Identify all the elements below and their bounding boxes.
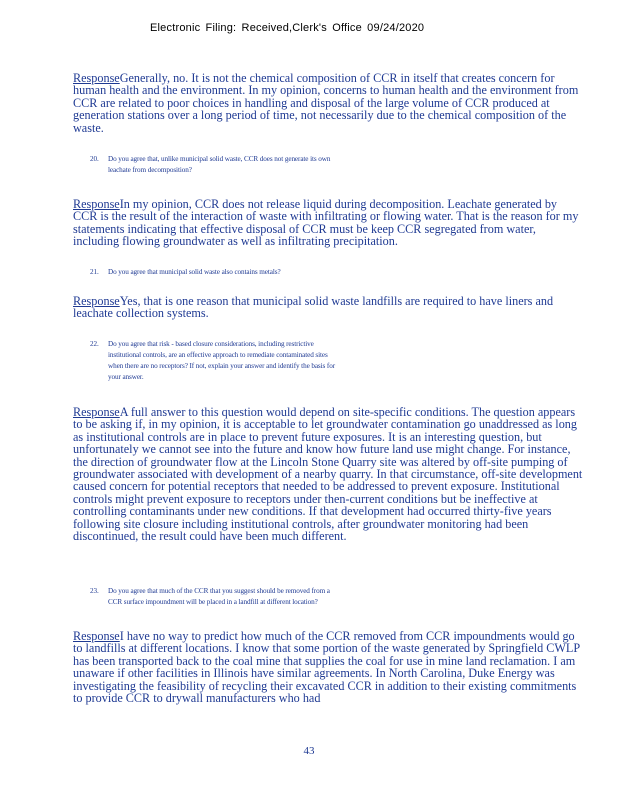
- response-label: Response: [73, 71, 120, 85]
- filing-header: Electronic Filing: Received,Clerk's Office 09/24/2020: [150, 22, 425, 34]
- response-paragraph: [73, 198, 583, 248]
- question-20: [90, 154, 410, 176]
- question-line: CCR surface impoundment will be placed in a landfill at different location?: [108, 598, 318, 606]
- question-number: 21.: [90, 268, 99, 276]
- question-number: 20.: [90, 155, 99, 163]
- question-21: [90, 267, 410, 278]
- response-label: Response: [73, 197, 120, 211]
- question-line: Do you agree that, unlike municipal solid waste, CCR does not generate its own: [108, 155, 331, 163]
- page-number: 43: [303, 745, 315, 757]
- response-label: Response: [73, 294, 120, 308]
- response-text: Generally, no. It is not the chemical composition of CCR in itself that creates concern for human health and the environment. In my opinion, concerns to human health and the environment from CCR are related to poor choices in handling and disposal of the large volume of CCR produced at generation stations over a long period of time, not necessarily due to the chemical composition of the waste.: [73, 71, 579, 135]
- response-text: Yes, that is one reason that municipal solid waste landfills are required to have liners and leachate collection systems.: [73, 294, 554, 321]
- question-line: Do you agree that much of the CCR that you suggest should be removed from a: [108, 587, 330, 595]
- response-paragraph: [73, 630, 583, 704]
- response-paragraph: [73, 295, 583, 320]
- question-number: 23.: [90, 587, 99, 595]
- response-text: In my opinion, CCR does not release liquid during decomposition. Leachate generated by CCR is the result of the interaction of waste with infiltrating or flowing water. That is the reason for my statements indicating that effective disposal of CCR must be keep CCR segregated from water, including flowing groundwater as well as infiltrating precipitation.: [73, 197, 579, 249]
- question-line: Do you agree that municipal solid waste also contains metals?: [108, 268, 281, 276]
- question-line: Do you agree that risk - based closure considerations, including restrictive: [108, 340, 314, 348]
- response-paragraph: [73, 406, 583, 542]
- question-line: leachate from decomposition?: [108, 166, 192, 174]
- response-text: I have no way to predict how much of the CCR removed from CCR impoundments would go to landfills at different locations. I know that some portion of the waste generated by Springfield CWLP has been transported back to the coal mine that supplies the coal for use in mine land reclamation. I am unaware if other facilities in Illinois have similar agreements. In North Carolina, Duke Energy was investigating the feasibility of recycling their excavated CCR in addition to their existing commitments to provide CCR to drywall manufacturers who had: [73, 629, 580, 706]
- question-22: [90, 339, 410, 383]
- question-number: 22.: [90, 340, 99, 348]
- response-label: Response: [73, 405, 120, 419]
- response-paragraph: [73, 72, 583, 134]
- response-text: A full answer to this question would depend on site-specific conditions. The question appears to be asking if, in my opinion, it is acceptable to let groundwater contamination go unaddressed as long as institutional controls are in place to prevent future exposures. It is an interesting question, but unfortunately we cannot see into the future and know how future land use might change. For instance, the direction of groundwater flow at the Lincoln Stone Quarry site was altered by off-site pumping of groundwater associated with development of a nearby quarry. In that circumstance, off-site development caused concern for potential receptors that needed to be addressed to prevent exposure. Institutional controls might prevent exposure to receptors under then-current conditions but be ineffective at controlling contaminants under new conditions. If that development had occurred thirty-five years following site closure including institutional controls, after groundwater monitoring had been discontinued, the result could have been much different.: [73, 405, 583, 544]
- question-line: your answer.: [108, 373, 144, 381]
- question-line: institutional controls, are an effective approach to remediate contaminated sites: [108, 351, 328, 359]
- question-23: [90, 586, 410, 608]
- question-line: when there are no receptors? If not, explain your answer and identify the basis for: [108, 362, 336, 370]
- response-label: Response: [73, 629, 120, 643]
